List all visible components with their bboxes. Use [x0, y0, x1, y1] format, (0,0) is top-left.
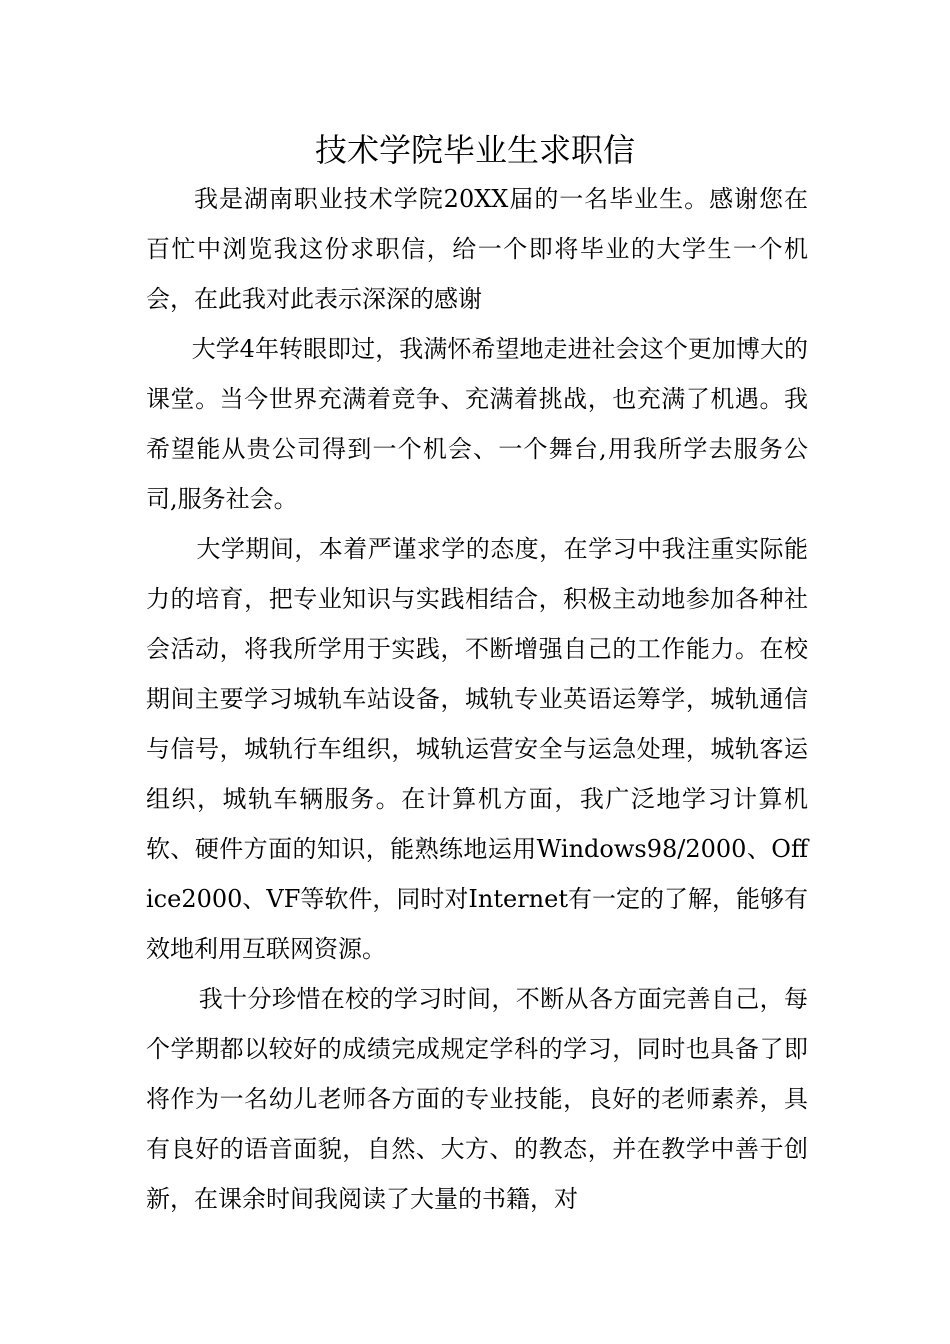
document-body [146, 174, 808, 1224]
paragraph: 我十分珍惜在校的学习时间，不断从各方面完善自己，每个学期都以较好的成绩完成规定学科的学习，同时也具备了即将作为一名幼儿老师各方面的专业技能，良好的老师素养，具有良好的语音面貌，自然、大方、的教态，并在教学中善于创新，在课余时间我阅读了大量的书籍，对 [146, 985, 808, 1213]
paragraph: 大学4年转眼即过，我满怀希望地走进社会这个更加博大的课堂。当今世界充满着竞争、充满着挑战，也充满了机遇。我希望能从贵公司得到一个机会、一个舞台,用我所学去服务公司,服务社会。 [146, 335, 808, 513]
paragraph: 大学期间，本着严谨求学的态度，在学习中我注重实际能力的培育，把专业知识与实践相结合，积极主动地参加各种社会活动，将我所学用于实践，不断增强自己的工作能力。在校期间主要学习城轨车站设备，城轨专业英语运筹学，城轨通信与信号，城轨行车组织，城轨运营安全与运急处理，城轨客运组织，城轨车辆服务。在计算机方面，我广泛地学习计算机软、硬件方面的知识，能熟练地运用Windows98/2000、Office2000、VF等软件，同时对Internet有一定的了解，能够有效地利用互联网资源。 [146, 535, 808, 963]
document-title: 技术学院毕业生求职信 [314, 131, 635, 169]
paragraph: 我是湖南职业技术学院20XX届的一名毕业生。感谢您在百忙中浏览我这份求职信，给一个即将毕业的大学生一个机会，在此我对此表示深深的感谢 [146, 185, 808, 313]
